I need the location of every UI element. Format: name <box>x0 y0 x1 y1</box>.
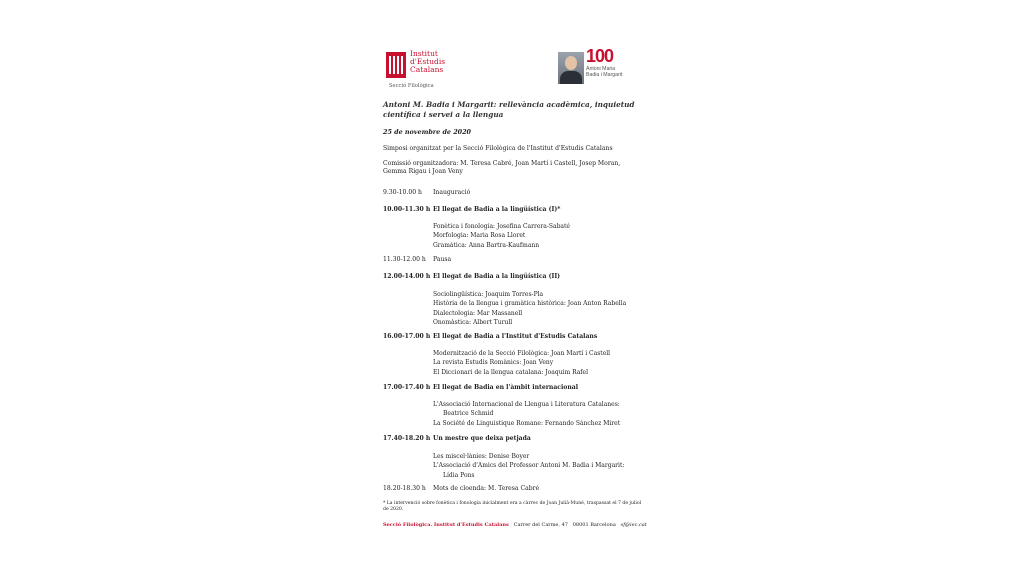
address-line <box>383 522 647 528</box>
list-item: La Société de Linguistique Romane: Fernando Sánchez Miret <box>433 419 621 427</box>
session-items <box>433 222 570 250</box>
centenary-logo <box>558 46 650 90</box>
list-item: Fonètica i fonologia: Josefina Carrera-Sabaté <box>433 223 570 230</box>
portrait-photo <box>558 52 584 84</box>
symposium-date: 25 de novembre de 2020 <box>383 128 471 136</box>
list-item: Les miscel·lànies: Denise Boyer <box>433 453 530 460</box>
program-row <box>383 256 451 263</box>
list-item: Beatrice Schmid <box>443 410 494 418</box>
centenary-number: 100 <box>586 46 614 66</box>
address-city: 08001 Barcelona <box>572 522 616 528</box>
session-title: El llegat de Badia en l'àmbit internacional <box>433 384 579 391</box>
session-items <box>433 400 620 428</box>
session-title: El llegat de Badia a l'Institut d'Estudis Catalans <box>433 333 598 340</box>
list-item: L'Associació Internacional de Llengua i Literatura Catalanes: <box>433 401 620 408</box>
program-document <box>378 42 648 542</box>
session-title: El llegat de Badia a la lingüística (II) <box>433 273 561 280</box>
list-item: Sociolingüística: Joaquim Torres-Pla <box>433 291 544 298</box>
list-item: Història de la llengua i gramàtica històrica: Joan Anton Rabella <box>433 300 627 308</box>
address-street: Carrer del Carme, 47 <box>513 522 568 528</box>
session-time: 18.20-18.30 h <box>383 485 426 492</box>
session-time: 17.00-17.40 h <box>383 384 431 391</box>
list-item: Morfologia: Maria Rosa Lloret <box>433 232 526 240</box>
program-row <box>383 206 560 213</box>
centenary-name: Antoni Maria Badia i Margarit <box>586 66 623 78</box>
session-time: 16.00-17.00 h <box>383 333 431 340</box>
session-title: Pausa <box>433 256 452 263</box>
program-row <box>383 485 539 492</box>
session-title: Inauguració <box>433 189 471 196</box>
session-title: El llegat de Badia a la lingüística (I)* <box>433 206 561 213</box>
list-item: Modernització de la Secció Filològica: Joan Martí i Castell <box>433 350 611 357</box>
email-link[interactable]: sf@iec.cat <box>620 522 647 528</box>
session-time: 10.00-11.30 h <box>383 206 431 213</box>
iec-logo <box>386 50 506 90</box>
session-items <box>433 290 626 328</box>
address-institution: Secció Filològica. Institut d'Estudis Catalans <box>383 522 509 528</box>
session-time: 17.40-18.20 h <box>383 435 431 442</box>
symposium-title: Antoni M. Badia i Margarit: rellevància acadèmica, inquietud científica i servei a la llengua <box>383 100 635 119</box>
organizer-line: Simposi organitzat per la Secció Filològica de l'Institut d'Estudis Catalans <box>383 145 613 152</box>
iec-wordmark: Institut d'Estudis Catalans <box>410 49 446 74</box>
program-row <box>383 333 597 340</box>
session-time: 9.30-10.00 h <box>383 189 422 196</box>
committee-line: Comissió organitzadora: M. Teresa Cabré, Joan Martí i Castell, Josep Moran, Gemma Rigau i Joan Veny <box>383 160 621 176</box>
session-items <box>433 349 610 377</box>
session-title: Un mestre que deixa petjada <box>433 435 531 442</box>
footnote: * La intervenció sobre fonètica i fonologia inicialment era a càrrec de Joan Julià-Muné, traspassat el 7 de juliol de 2020. <box>383 501 642 513</box>
session-time: 12.00-14.00 h <box>383 273 431 280</box>
list-item: Onomàstica: Albert Turull <box>433 319 513 327</box>
list-item: Gramàtica: Anna Bartra-Kaufmann <box>433 241 540 249</box>
program-row <box>383 273 560 280</box>
iec-emblem-icon <box>386 52 406 78</box>
iec-section-label: Secció Filològica <box>389 83 434 89</box>
session-items <box>433 452 624 480</box>
list-item: Lídia Pons <box>443 471 475 479</box>
program-row <box>383 189 470 196</box>
program-row <box>383 384 578 391</box>
list-item: L'Associació d'Amics del Professor Antoni M. Badia i Margarit: <box>433 462 625 470</box>
list-item: El Diccionari de la llengua catalana: Joaquim Rafel <box>433 368 588 376</box>
list-item: La revista Estudis Romànics: Joan Veny <box>433 359 554 367</box>
list-item: Dialectologia: Mar Massanell <box>433 309 523 317</box>
session-title: Mots de cloenda: M. Teresa Cabré <box>433 485 540 492</box>
session-time: 11.30-12.00 h <box>383 256 426 263</box>
program-row <box>383 435 531 442</box>
